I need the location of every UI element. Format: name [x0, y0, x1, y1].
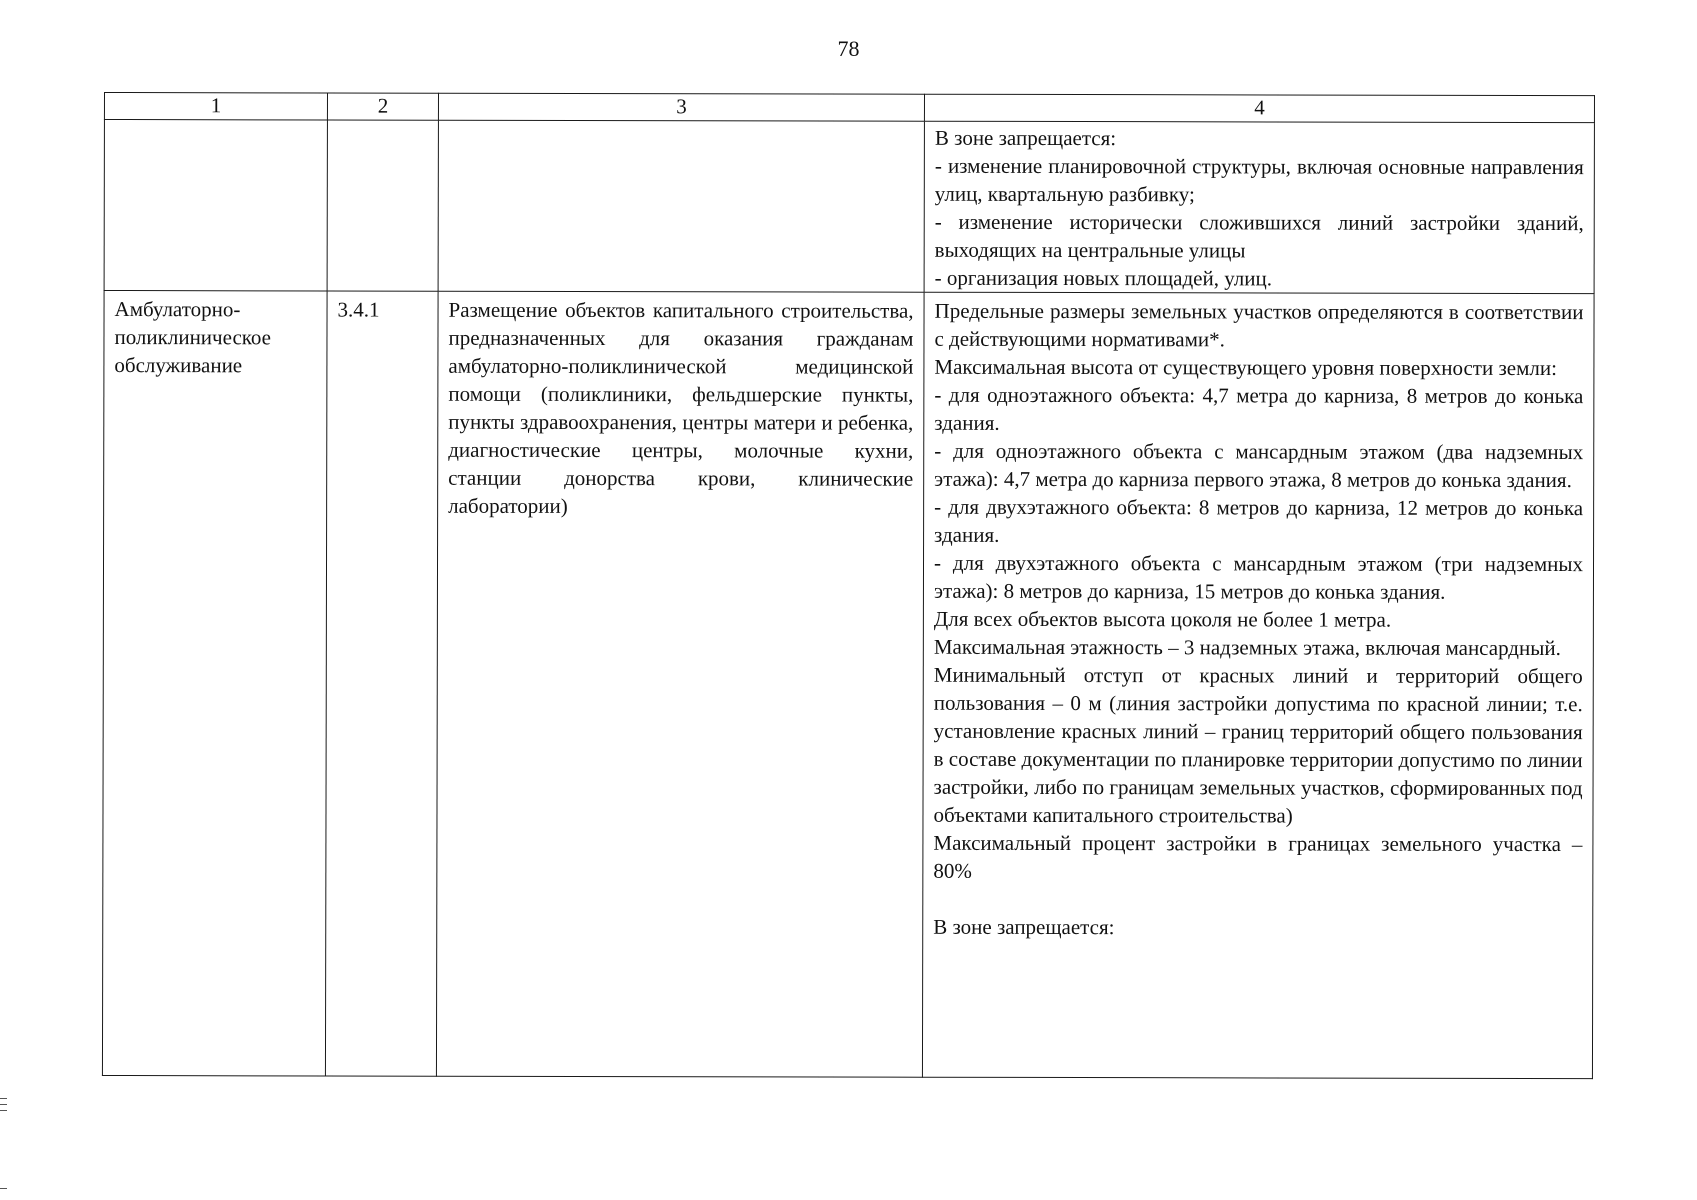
use-type-cell: [102, 291, 327, 1076]
use-type-cell: [104, 120, 327, 291]
use-description-cell: [438, 120, 924, 292]
parameter-paragraph: Максимальная высота от существующего уровня поверхности земли:: [934, 354, 1557, 381]
parameter-paragraph: Минимальный отступ от красных линий и территорий общего пользования – 0 м (линия застройки допустима по красной линии; т.е. установление красных линий – границ территорий общего пользования в составе документации по планировке территории допустимо по линии застройки, либо по границам земельных участков, сформированных под объектами капитального строительства): [933, 662, 1583, 828]
restriction-item: - организация новых площадей, улиц.: [934, 265, 1273, 291]
scan-margin-mark: [0, 1110, 7, 1111]
restriction-heading: В зоне запрещается:: [934, 125, 1117, 151]
restriction-heading: В зоне запрещается:: [933, 914, 1115, 940]
parameter-paragraph: Предельные размеры земельных участков определяются в соответствии с действующими нормативами*.: [934, 298, 1584, 352]
column-header-4: 4: [924, 94, 1594, 122]
scan-margin-mark: [0, 1098, 7, 1099]
use-description-text: Размещение объектов капитального строительства, предназначенных для оказания гражданам амбулаторно-поликлинической медицинской помощи (поликлиники, фельдшерские пункты, пункты здравоохранения, центры матери и ребенка, диагностические центры, молочные кухни, станции донорства крови, клинические лаборатории): [448, 297, 914, 518]
parameters-cell: [922, 292, 1594, 1078]
use-type-line: Амбулаторно-: [114, 297, 241, 322]
parameter-paragraph: - для двухэтажного объекта: 8 метров до карниза, 12 метров до конька здания.: [934, 494, 1584, 547]
parameter-paragraph: Для всех объектов высота цоколя не более 1 метра.: [933, 606, 1392, 632]
use-code-cell: [327, 120, 438, 291]
table-row: [104, 120, 1594, 294]
use-code-cell: 3.4.1: [325, 291, 438, 1076]
use-type-line: обслуживание: [114, 353, 243, 378]
scan-margin-mark: [0, 1188, 7, 1189]
parameter-paragraph: Максимальный процент застройки в границах земельного участка – 80%: [933, 830, 1583, 883]
parameters-cell: [924, 121, 1594, 293]
parameter-paragraph: - для одноэтажного объекта: 4,7 метра до карниза, 8 метров до конька здания.: [934, 382, 1584, 435]
header-row: [104, 93, 1594, 123]
parameter-paragraph: - для двухэтажного объекта с мансардным этажом (три надземных этажа): 8 метров до карниза, 15 метров до конька здания.: [933, 550, 1584, 604]
scan-margin-mark: [0, 1104, 7, 1105]
restriction-item: - изменение планировочной структуры, включая основные направления улиц, квартальную разбивку;: [934, 153, 1584, 207]
blank-line: [933, 885, 1582, 914]
use-description-cell: [436, 291, 924, 1077]
parameter-paragraph: Максимальная этажность – 3 надземных этажа, включая мансардный.: [933, 634, 1561, 661]
column-header-1: 1: [104, 93, 327, 120]
page-number: 78: [837, 36, 860, 61]
table-header: [104, 93, 1594, 123]
column-header-2: 2: [327, 93, 438, 120]
zoning-regulations-table: [102, 92, 1595, 1079]
parameter-paragraph: - для одноэтажного объекта с мансардным этажом (два надземных этажа): 4,7 метра до карниза первого этажа, 8 метров до конька здания.: [934, 438, 1584, 493]
restriction-item: - изменение исторически сложившихся линий застройки зданий, выходящих на центральные улицы: [934, 209, 1584, 263]
use-type-line: поликлиническое: [114, 325, 272, 350]
table-row: [102, 291, 1594, 1079]
column-header-3: 3: [438, 93, 924, 121]
